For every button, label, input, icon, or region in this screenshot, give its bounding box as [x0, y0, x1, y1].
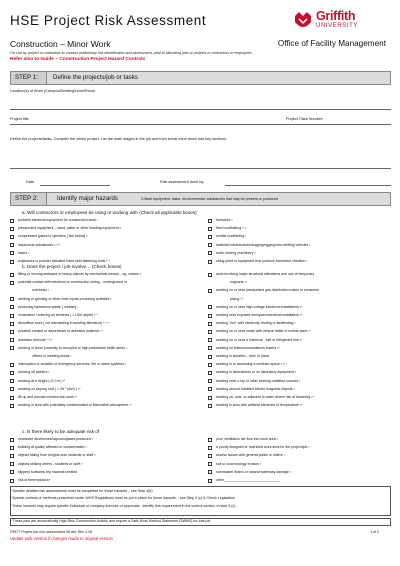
section_b-right-item: working in area with artificial extremes of temperature ²⁴	[216, 403, 303, 408]
section_c-heading: c. Is there likely to be adequate risk of	[22, 429, 100, 434]
section_b-left-checkbox[interactable]	[10, 305, 14, 309]
section_c-right-item: access issues with general public or others ²	[216, 453, 285, 458]
section_b-left-item: producing hazardous waste [ rubbish] ¹	[18, 304, 79, 309]
section_a-heading: a. Will contractors or employees be using or working with (Check all applicable boxes)	[22, 210, 197, 215]
note-3: ³ These hazards may require specific individual or company licences or approvals - identify this requirement in the control section, in step 4 (c)	[10, 504, 236, 508]
section_b-left-checkbox[interactable]	[10, 297, 14, 301]
section_b-left-checkbox[interactable]	[10, 281, 14, 285]
section_a-right-item: formwork ²	[216, 218, 233, 222]
step2-label: STEP 2:	[11, 193, 47, 205]
section_b-right-item: piping ²⁴	[230, 296, 243, 301]
step1-title: Define the projects/job or tasks	[53, 74, 138, 81]
section_b-left-checkbox[interactable]	[10, 387, 14, 391]
section_b-left-checkbox[interactable]	[10, 371, 14, 375]
update-warning: Update web version if changes made to original version	[10, 536, 113, 541]
office-name: Office of Facility Management	[277, 39, 386, 48]
section_a-left-item: pressurized equipment – sand, water or other blasting equipment ²	[18, 226, 121, 231]
section_c-left-checkbox[interactable]	[10, 438, 14, 442]
section_b-right-item: work involving major structural alterations and use of temporary	[216, 272, 315, 276]
section_b-right-checkbox[interactable]	[208, 371, 212, 375]
section_a-right-item: using plant or equipment that produce excessive vibration ²	[216, 259, 308, 263]
section_b-right-item: working "live" with electricity, testing or faultfinding ²	[216, 321, 296, 326]
section_b-left-item: welding or grinding or other heat /spark producing activities ³	[18, 296, 112, 301]
section_c-right-checkbox[interactable]	[208, 446, 212, 450]
section_c-right-checkbox[interactable]	[208, 454, 212, 458]
section_c-right-item: poor ventilation /air flow into work area ²	[216, 437, 278, 441]
section_b-left-checkbox[interactable]	[10, 338, 14, 342]
section_b-right-item: working near exposed energised electrical installation ²⁴	[216, 313, 303, 317]
section_a-left-item: hazardous substances ¹·³·⁴	[18, 242, 61, 247]
section_c-right-item: other_____________________________	[216, 478, 281, 482]
section_c-left-item: objects falling from heights onto students or staff ²·	[18, 453, 97, 458]
section_b-left-checkbox[interactable]	[10, 396, 14, 400]
section_c-left-checkbox[interactable]	[10, 454, 14, 458]
section_b-right-item: working in laboratories or on laboratory equipment ²	[216, 370, 296, 375]
section_a-left-item: compressed gases in cylinders [ tick below] ²	[18, 234, 88, 239]
section_b-heading: b. Does the project / job involve… (Check boxes)	[22, 264, 122, 269]
section_c-right-item: a poorly designed or restricted work area for the project/job ³	[216, 445, 310, 450]
define-tasks-label: Define the projects/tasks. Consider the whole project. List the main stages in the job and then break them down into key sections.	[10, 137, 228, 141]
note-4: ⁴ These jobs are automatically High Risk Construction Activity and require a Safe Work Method Statement [SWMS] for that job.	[10, 519, 212, 523]
page-title: HSE Project Risk Assessment	[10, 13, 207, 28]
section_a-right-item: material hoists/cranes/dogging/rigging/load shifting vehicles ¹	[216, 242, 311, 247]
intro-text: For use by project co-ordinators to conduct preliminary risk identification and assessment, prior to allocating jobs or projects to contractors or employees	[10, 51, 252, 55]
section_a-left-item: lasers ³	[18, 250, 30, 255]
section_c-right-checkbox[interactable]	[208, 470, 212, 474]
section_b-left-checkbox[interactable]	[10, 322, 14, 326]
section_b-right-checkbox[interactable]	[208, 363, 212, 367]
section_b-left-checkbox[interactable]	[10, 314, 14, 318]
section_b-right-checkbox[interactable]	[208, 346, 212, 350]
section_b-right-checkbox[interactable]	[208, 355, 212, 359]
section_b-left-item: working at a height (>2.0 m) ²⁴	[18, 378, 66, 383]
section_b-left-checkbox[interactable]	[10, 363, 14, 367]
section_a-left-checkbox[interactable]	[10, 260, 14, 264]
section_b-right-checkbox[interactable]	[208, 396, 212, 400]
section_c-left-item: excessive dust/fumes/vapours/gases produced ²	[18, 437, 93, 441]
step1-label: STEP 1:	[11, 72, 47, 84]
section_a-right-checkbox[interactable]	[208, 227, 212, 231]
section_b-left-item: lift up and precast construction work ²⁴	[18, 395, 78, 399]
section_b-left-item: overhead ³	[32, 288, 49, 293]
section_a-left-checkbox[interactable]	[10, 251, 14, 255]
section_a-left-checkbox[interactable]	[10, 227, 14, 231]
section_a-right-item: fixed scaffolding ¹·²	[216, 226, 246, 231]
project-title-label: Project title	[10, 117, 29, 121]
assessment-label: Risk assessment done by:	[160, 180, 205, 184]
section_b-left-item: excavation / entering all trenches ( >1.5m depth) ²·⁴	[18, 313, 98, 317]
section_b-right-item: working around installed electro magnetic objects ²	[216, 386, 295, 391]
section_b-right-item: working on or near a chemical , fuel or refrigerant line ²⁴	[216, 337, 303, 342]
step2-note: Critical equipment, tasks, environmental, substances that may be present or produced	[141, 197, 278, 201]
form-id: F8577 Project job risk assessment 08.doc Rev 1.06	[10, 530, 93, 534]
section_b-left-item: possible contact or disturbance of asbestos material ²·⁴	[18, 329, 104, 334]
section_a-right-item: mobile scaffolding ²	[216, 234, 247, 239]
section_c-left-checkbox[interactable]	[10, 446, 14, 450]
section_b-right-item: supports ²⁴	[230, 280, 248, 285]
section_b-left-item: lifting or moving awkward or heavy objects by mechanical means – eg: cranes ²·	[18, 272, 143, 276]
section_b-right-checkbox[interactable]	[208, 379, 212, 383]
section_a-right-checkbox[interactable]	[208, 243, 212, 247]
section_a-right-item: earth moving machinery ³	[216, 250, 256, 255]
section_b-right-checkbox[interactable]	[208, 314, 212, 318]
section_b-left-checkbox[interactable]	[10, 273, 14, 277]
section_b-left-item: asbestos removal ⁴·³·²	[18, 337, 53, 342]
section_c-left-item: building at quality affected or contaminated ³	[18, 445, 87, 450]
logo-name: Griffith	[316, 9, 356, 23]
section_c-left-item: risk of fire/explosion⁴	[18, 478, 51, 482]
section_a-left-checkbox[interactable]	[10, 219, 14, 223]
section_b-right-item: working on, over, or adjacent to water where risk of drowning ²⁴	[216, 395, 314, 399]
section_c-right-item: soil or local ecology erosion ²	[216, 461, 262, 466]
section_b-left-item: interruption or isolation of emergency services, fire or alarm systems ²	[18, 362, 126, 367]
section_a-right-checkbox[interactable]	[208, 251, 212, 255]
section_b-right-checkbox[interactable]	[208, 305, 212, 309]
section_a-left-checkbox[interactable]	[10, 235, 14, 239]
section_b-right-item: working on or near high voltage electrical installations ²⁴	[216, 304, 303, 309]
section_b-left-checkbox[interactable]	[10, 379, 14, 383]
page-number: 1 of 2	[370, 530, 379, 534]
section_b-left-item: working in close proximity to occupied or high pedestrian traffic areas –	[18, 345, 128, 350]
section_c-left-item: slippery surfaces/ trip hazards created	[18, 469, 78, 474]
section_c-right-item: stormwater drains or natural waterway damage ²	[216, 469, 292, 474]
section_b-right-checkbox[interactable]	[208, 338, 212, 342]
section_b-right-checkbox[interactable]	[208, 273, 212, 277]
section_c-left-checkbox[interactable]	[10, 470, 14, 474]
section_b-right-checkbox[interactable]	[208, 387, 212, 391]
task-number-label: Project /Task Number:	[286, 117, 324, 121]
section_b-right-item: working in or accessing a confined space ¹·²·⁴	[216, 362, 287, 367]
logo-university: UNIVERSITY	[316, 23, 359, 29]
step2-title: Identify major hazards	[57, 195, 118, 202]
page-subtitle: Construction – Minor Work	[10, 39, 111, 49]
section_b-left-item: working in area with potentially contaminated or flammable atmosphere ²⁴	[18, 403, 132, 408]
section_a-left-item: portable electrical equipment for construction work ¹	[18, 218, 99, 222]
section_c-right-checkbox[interactable]	[208, 438, 212, 442]
date-label: Date	[26, 180, 35, 184]
section_c-left-checkbox[interactable]	[10, 462, 14, 466]
section_a-left-checkbox[interactable]	[10, 243, 14, 247]
section_b-left-item: offices or meeting areas ³	[32, 354, 72, 358]
section_b-right-item: working on telecommunications towers ²⁴	[216, 345, 280, 350]
section_b-right-item: working on or near pressurised gas distribution mains or consumer	[216, 288, 320, 293]
section_c-left-item: objects striking others - students or staff ²·	[18, 461, 84, 466]
section_b-right-item: working near x-ray or other ionising radiation sources ²	[216, 378, 301, 383]
section_b-left-checkbox[interactable]	[10, 330, 14, 334]
section_b-left-item: working off ladders ³	[18, 370, 50, 375]
section_b-left-item: demolition work [ not dismantling in building alteration] ⁴·²·³	[18, 321, 109, 326]
location-label: Location(s) of Work (Campus/Building/Level/Room	[10, 89, 96, 93]
section_a-right-checkbox[interactable]	[208, 219, 212, 223]
section_c-left-checkbox[interactable]	[10, 479, 14, 483]
refer-guide-text: Refer also to Guide – Construction Project Hazard Controls	[10, 57, 146, 62]
section_b-right-item: working in isolation – time or place	[216, 354, 270, 358]
section_b-left-checkbox[interactable]	[10, 346, 14, 350]
section_a-left-item: explosives or powder actuated hand held fastening tools ²·⁴	[18, 259, 110, 263]
section_c-right-checkbox[interactable]	[208, 462, 212, 466]
note-2: ² Special controls or methods prescribed under WHS Regulations must be put in place for these hazards – see Step 4 (c) & Check Legislation	[10, 496, 235, 500]
section_b-left-checkbox[interactable]	[10, 404, 14, 408]
section_b-right-checkbox[interactable]	[208, 322, 212, 326]
section_c-right-checkbox[interactable]	[208, 479, 212, 483]
section_b-right-checkbox[interactable]	[208, 330, 212, 334]
note-1: ¹ Specific detailed risk assessments must be completed for these hazards – see Step 4(b)	[10, 489, 153, 493]
section_b-right-checkbox[interactable]	[208, 404, 212, 408]
section_a-right-checkbox[interactable]	[208, 260, 212, 264]
section_b-right-item: working on or near roads with vehicle traffic or mobile plant ²⁴	[216, 329, 311, 334]
section_b-right-checkbox[interactable]	[208, 289, 212, 293]
section_b-left-item: potential contact with electrical or construction wiring – underground or	[18, 280, 128, 285]
section_b-left-item: working on sloping roof ( > 26 ° pitch ) ²⁴	[18, 386, 81, 391]
section_a-right-checkbox[interactable]	[208, 235, 212, 239]
